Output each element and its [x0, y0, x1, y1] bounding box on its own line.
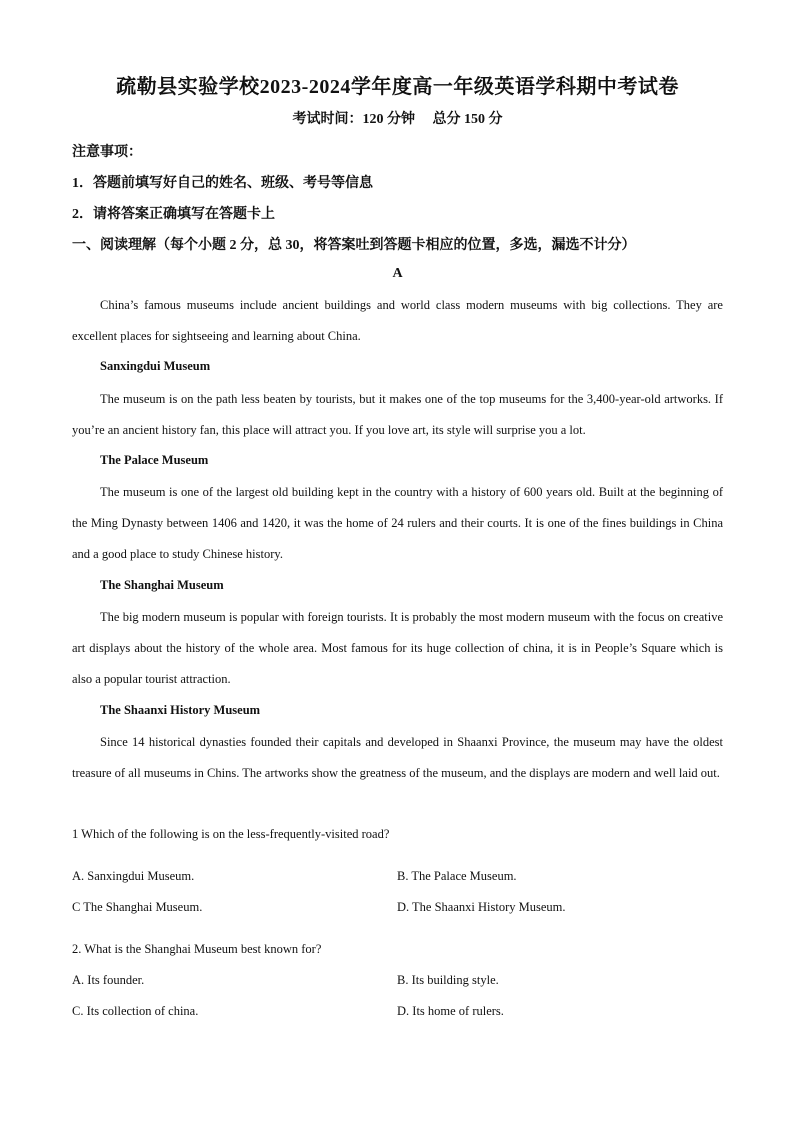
passage-intro: China’s famous museums include ancient buildings and world class modern museums with big collections. They are excellent places for sightseeing and learning about China.: [72, 298, 723, 343]
question-1-option-b: B. The Palace Museum.: [397, 869, 517, 883]
museum-paragraph-palace: The museum is one of the largest old building kept in the country with a history of 600 years old. Built at the beginning of the Ming Dynasty between 1406 and 1420, it was the home of 24 rulers and their courts. It is one of the fines buildings in China and a good place to study Chinese history.: [72, 485, 723, 561]
question-2-option-c: C. Its collection of china.: [72, 1004, 199, 1018]
museum-heading-palace: The Palace Museum: [100, 453, 209, 467]
museum-heading-shaanxi: The Shaanxi History Museum: [100, 703, 261, 717]
question-1-stem: 1 Which of the following is on the less-frequently-visited road?: [72, 827, 390, 841]
museum-paragraph-shaanxi: Since 14 historical dynasties founded their capitals and developed in Shaanxi Province, the museum may have the oldest treasure of all museums in Chins. The artworks show the greatness of the museum, and the displays are modern and well laid out.: [72, 735, 723, 780]
exam-title: 疏勒县实验学校2023-2024学年度高一年级英语学科期中考试卷: [116, 76, 679, 98]
notes-heading: 注意事项：: [72, 145, 142, 160]
museum-paragraph-sanxingdui: The museum is on the path less beaten by tourists, but it makes one of the top museums for the 3,400-year-old artworks. If you’re an ancient history fan, this place will attract you. If you love art, its style will surprise you a lot.: [72, 392, 723, 437]
question-1-option-d: D. The Shaanxi History Museum.: [397, 900, 566, 914]
question-2-option-b: B. Its building style.: [397, 973, 499, 987]
question-2-option-d: D. Its home of rulers.: [397, 1004, 504, 1018]
passage-label: A: [392, 266, 403, 281]
museum-heading-sanxingdui: Sanxingdui Museum: [100, 359, 211, 373]
question-2-option-a: A. Its founder.: [72, 973, 145, 987]
question-1-option-a: A. Sanxingdui Museum.: [72, 869, 195, 883]
notes-item-1: 1．答题前填写好自己的姓名、班级、考号等信息: [72, 176, 373, 191]
section-heading: 一、阅读理解（每个小题 2 分，总 30，将答案吐到答题卡相应的位置，多选，漏选不计分）: [72, 238, 636, 253]
question-2-stem: 2. What is the Shanghai Museum best known for?: [72, 942, 322, 956]
museum-paragraph-shanghai: The big modern museum is popular with foreign tourists. It is probably the most modern museum with the focus on creative art displays about the history of the whole area. Most famous for its huge collection of china, it is in People’s Square which is also a popular tourist attraction.: [72, 610, 723, 686]
exam-subtitle: 考试时间：120 分钟 总分 150 分: [292, 112, 503, 127]
question-1-option-c: C The Shanghai Museum.: [72, 900, 203, 914]
notes-item-2: 2．请将答案正确填写在答题卡上: [72, 207, 275, 222]
museum-heading-shanghai: The Shanghai Museum: [100, 578, 224, 592]
